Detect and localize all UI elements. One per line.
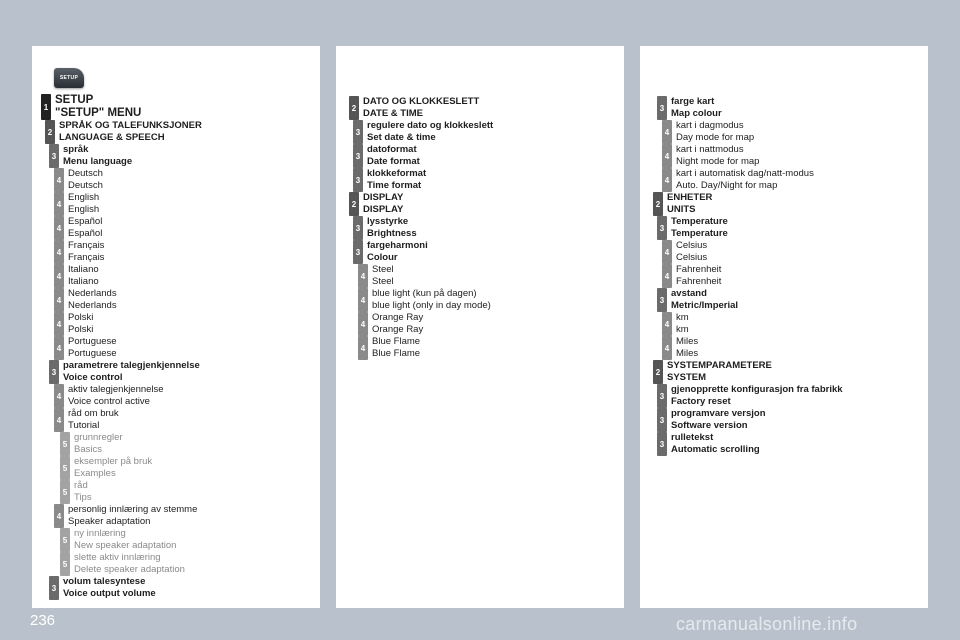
menu-entry-text <box>667 360 772 384</box>
level-4-badge: 4 <box>54 336 64 360</box>
level-4-badge: 4 <box>54 504 64 528</box>
menu-entry-text <box>68 336 117 360</box>
menu-entry-secondary-label: Auto. Day/Night for map <box>676 180 778 191</box>
menu-entry-text <box>671 384 843 408</box>
menu-entry-secondary-label: Basics <box>74 444 102 455</box>
menu-entry-secondary-label: Night mode for map <box>676 156 760 167</box>
level-4-badge: 4 <box>54 192 64 216</box>
menu-entry-primary-label: grunnregler <box>74 432 123 443</box>
menu-entry-text <box>372 336 420 360</box>
menu-entry-level-4 <box>640 240 928 264</box>
level-4-badge: 4 <box>54 288 64 312</box>
menu-entry-level-4 <box>640 336 928 360</box>
menu-entry-level-5 <box>32 552 320 576</box>
menu-entry-primary-label: avstand <box>671 288 707 299</box>
level-3-badge: 3 <box>657 432 667 456</box>
menu-entry-secondary-label: Map colour <box>671 108 722 119</box>
level-4-badge: 4 <box>662 312 672 336</box>
menu-entry-text <box>68 312 93 336</box>
level-4-badge: 4 <box>662 144 672 168</box>
menu-entry-primary-label: lysstyrke <box>367 216 409 227</box>
menu-entry-secondary-label: Day mode for map <box>676 132 755 143</box>
menu-entry-secondary-label: Automatic scrolling <box>671 444 760 455</box>
menu-entry-secondary-label: UNITS <box>667 204 696 215</box>
level-3-badge: 3 <box>353 216 363 240</box>
level-4-badge: 4 <box>662 168 672 192</box>
level-2-badge: 2 <box>653 360 663 384</box>
level-3-badge: 3 <box>353 120 363 144</box>
menu-entry-primary-label: Fahrenheit <box>676 264 722 275</box>
menu-entry-text <box>68 216 102 240</box>
menu-entry-text <box>59 120 202 144</box>
menu-entry-primary-label: Celsius <box>676 240 708 251</box>
menu-entry-text <box>68 384 164 408</box>
menu-entry-primary-label: farge kart <box>671 96 715 107</box>
menu-entry-primary-label: Steel <box>372 264 394 275</box>
menu-entry-text <box>63 576 156 600</box>
menu-entry-secondary-label: Delete speaker adaptation <box>74 564 185 575</box>
level-4-badge: 4 <box>662 336 672 360</box>
menu-entry-primary-label: kart i nattmodus <box>676 144 744 155</box>
menu-entry-secondary-label: Factory reset <box>671 396 731 407</box>
menu-entry-text <box>55 94 141 120</box>
menu-entry-secondary-label: LANGUAGE & SPEECH <box>59 132 165 143</box>
menu-entry-level-5 <box>32 528 320 552</box>
menu-entry-primary-label: SETUP <box>55 94 94 106</box>
menu-entry-primary-label: Miles <box>676 336 699 347</box>
menu-entry-level-3 <box>640 216 928 240</box>
menu-entry-primary-label: Español <box>68 216 103 227</box>
level-3-badge: 3 <box>657 96 667 120</box>
menu-entry-level-4 <box>640 120 928 144</box>
menu-entry-level-3 <box>32 576 320 600</box>
level-1-badge: 1 <box>41 94 51 120</box>
menu-entry-primary-label: personlig innlæring av stemme <box>68 504 198 515</box>
menu-entry-level-2 <box>640 360 928 384</box>
menu-entry-text <box>372 264 394 288</box>
menu-entry-level-4 <box>32 384 320 408</box>
menu-entry-secondary-label: English <box>68 204 100 215</box>
setup-button-icon <box>54 68 84 88</box>
level-4-badge: 4 <box>358 312 368 336</box>
menu-entry-secondary-label: Voice control <box>63 372 123 383</box>
menu-entry-secondary-label: Nederlands <box>68 300 117 311</box>
menu-entry-secondary-label: Orange Ray <box>372 324 424 335</box>
level-3-badge: 3 <box>49 576 59 600</box>
menu-entry-level-4 <box>32 168 320 192</box>
menu-entry-secondary-label: Tutorial <box>68 420 100 431</box>
level-5-badge: 5 <box>60 432 70 456</box>
menu-entry-secondary-label: Blue Flame <box>372 348 421 359</box>
menu-entry-primary-label: Temperature <box>671 216 728 227</box>
menu-entry-level-3 <box>336 144 624 168</box>
menu-entry-level-4 <box>32 192 320 216</box>
menu-entry-text <box>68 504 197 528</box>
menu-entry-level-4 <box>640 144 928 168</box>
menu-entry-text <box>363 192 403 216</box>
menu-entry-primary-label: språk <box>63 144 89 155</box>
menu-entry-text <box>363 96 479 120</box>
level-3-badge: 3 <box>657 408 667 432</box>
watermark: carmanualsonline.info <box>676 614 858 634</box>
menu-entry-primary-label: råd <box>74 480 88 491</box>
menu-entry-text <box>676 264 721 288</box>
menu-entry-secondary-label: Miles <box>676 348 699 359</box>
menu-entry-level-3 <box>336 168 624 192</box>
level-4-badge: 4 <box>662 240 672 264</box>
menu-entry-level-5 <box>32 432 320 456</box>
right-menu-panel <box>640 46 928 608</box>
menu-entry-level-4 <box>336 312 624 336</box>
menu-entry-text <box>74 552 185 576</box>
menu-entry-level-3 <box>336 120 624 144</box>
page-number: 236 <box>30 612 56 629</box>
menu-entry-level-5 <box>32 456 320 480</box>
menu-entry-level-4 <box>32 312 320 336</box>
level-3-badge: 3 <box>657 288 667 312</box>
level-3-badge: 3 <box>657 216 667 240</box>
menu-entry-secondary-label: Italiano <box>68 276 99 287</box>
menu-entry-level-4 <box>32 240 320 264</box>
menu-entry-secondary-label: "SETUP" MENU <box>55 107 142 119</box>
menu-entry-text <box>676 144 759 168</box>
menu-entry-secondary-label: Menu language <box>63 156 133 167</box>
menu-entry-text <box>367 120 493 144</box>
menu-entry-primary-label: Polski <box>68 312 94 323</box>
menu-entry-text <box>68 240 104 264</box>
menu-entry-secondary-label: Deutsch <box>68 180 103 191</box>
menu-entry-secondary-label: Brightness <box>367 228 417 239</box>
menu-entry-secondary-label: Software version <box>671 420 748 431</box>
menu-entry-text <box>372 312 423 336</box>
menu-entry-secondary-label: Voice control active <box>68 396 150 407</box>
menu-entry-text <box>676 312 689 336</box>
menu-entry-level-4 <box>336 264 624 288</box>
menu-entry-primary-label: SPRÅK OG TALEFUNKSJONER <box>59 120 202 131</box>
menu-entry-level-4 <box>640 312 928 336</box>
menu-entry-text <box>372 288 491 312</box>
menu-entry-secondary-label: Polski <box>68 324 94 335</box>
menu-entry-text <box>367 216 417 240</box>
menu-entry-secondary-label: Fahrenheit <box>676 276 722 287</box>
menu-entry-level-4 <box>32 288 320 312</box>
menu-entry-level-3 <box>640 288 928 312</box>
menu-entry-secondary-label: Español <box>68 228 103 239</box>
level-3-badge: 3 <box>353 240 363 264</box>
menu-entry-text <box>367 240 428 264</box>
menu-entry-level-4 <box>640 264 928 288</box>
level-4-badge: 4 <box>54 384 64 408</box>
menu-entry-text <box>68 168 103 192</box>
menu-entry-text <box>367 168 426 192</box>
menu-entry-level-4 <box>336 288 624 312</box>
menu-entry-level-3 <box>32 144 320 168</box>
menu-entry-secondary-label: Metric/Imperial <box>671 300 739 311</box>
menu-entry-primary-label: rulletekst <box>671 432 714 443</box>
menu-entry-level-4 <box>32 504 320 528</box>
menu-entry-level-2 <box>336 96 624 120</box>
level-3-badge: 3 <box>49 144 59 168</box>
menu-entry-text <box>74 432 123 456</box>
menu-entry-level-3 <box>640 432 928 456</box>
menu-entry-primary-label: aktiv talegjenkjennelse <box>68 384 164 395</box>
level-4-badge: 4 <box>358 264 368 288</box>
menu-entry-level-4 <box>640 168 928 192</box>
menu-entry-primary-label: Français <box>68 240 105 251</box>
menu-entry-primary-label: kart i automatisk dag/natt-modus <box>676 168 814 179</box>
menu-entry-secondary-label: DATE & TIME <box>363 108 423 119</box>
menu-entry-text <box>671 288 738 312</box>
menu-entry-text <box>74 456 152 480</box>
menu-entry-primary-label: English <box>68 192 100 203</box>
menu-entry-primary-label: eksempler på bruk <box>74 456 153 467</box>
level-4-badge: 4 <box>54 168 64 192</box>
menu-entry-secondary-label: Portuguese <box>68 348 117 359</box>
level-4-badge: 4 <box>358 336 368 360</box>
menu-entry-primary-label: volum talesyntese <box>63 576 146 587</box>
menu-entry-primary-label: km <box>676 312 689 323</box>
level-4-badge: 4 <box>662 264 672 288</box>
menu-entry-level-3 <box>32 360 320 384</box>
menu-entry-level-2 <box>640 192 928 216</box>
menu-entry-level-3 <box>336 216 624 240</box>
left-menu-panel <box>32 46 320 608</box>
menu-entry-primary-label: DISPLAY <box>363 192 404 203</box>
menu-entry-level-2 <box>336 192 624 216</box>
menu-entry-text <box>68 192 99 216</box>
menu-entry-primary-label: parametrere talegjenkjennelse <box>63 360 200 371</box>
menu-entry-text <box>74 480 92 504</box>
menu-entry-primary-label: Blue Flame <box>372 336 421 347</box>
menu-entry-level-3 <box>640 384 928 408</box>
menu-entry-secondary-label: SYSTEM <box>667 372 707 383</box>
menu-entry-primary-label: kart i dagmodus <box>676 120 744 131</box>
menu-entry-primary-label: klokkeformat <box>367 168 427 179</box>
level-4-badge: 4 <box>54 408 64 432</box>
menu-entry-text <box>68 264 99 288</box>
menu-entry-text <box>676 168 814 192</box>
level-3-badge: 3 <box>49 360 59 384</box>
menu-entry-secondary-label: Set date & time <box>367 132 436 143</box>
menu-entry-text <box>671 408 766 432</box>
menu-entry-secondary-label: Time format <box>367 180 422 191</box>
menu-entry-secondary-label: Steel <box>372 276 394 287</box>
menu-entry-level-4 <box>32 216 320 240</box>
menu-entry-primary-label: programvare versjon <box>671 408 766 419</box>
menu-entry-text <box>63 360 200 384</box>
menu-entry-text <box>671 216 728 240</box>
level-4-badge: 4 <box>358 288 368 312</box>
menu-entry-level-4 <box>32 408 320 432</box>
level-5-badge: 5 <box>60 480 70 504</box>
menu-entry-secondary-label: km <box>676 324 689 335</box>
menu-entry-secondary-label: Voice output volume <box>63 588 156 599</box>
menu-entry-level-4 <box>32 264 320 288</box>
menu-entry-primary-label: ny innlæring <box>74 528 126 539</box>
menu-entry-secondary-label: Tips <box>74 492 92 503</box>
menu-entry-text <box>63 144 132 168</box>
menu-entry-primary-label: fargeharmoni <box>367 240 428 251</box>
menu-entry-level-4 <box>336 336 624 360</box>
level-5-badge: 5 <box>60 456 70 480</box>
menu-entry-primary-label: slette aktiv innlæring <box>74 552 161 563</box>
menu-entry-primary-label: gjenopprette konfigurasjon fra fabrikk <box>671 384 843 395</box>
menu-entry-secondary-label: Examples <box>74 468 116 479</box>
menu-entry-secondary-label: Date format <box>367 156 420 167</box>
level-4-badge: 4 <box>54 264 64 288</box>
menu-entry-primary-label: Deutsch <box>68 168 103 179</box>
level-3-badge: 3 <box>353 144 363 168</box>
menu-entry-text <box>676 336 698 360</box>
menu-entry-secondary-label: blue light (only in day mode) <box>372 300 491 311</box>
menu-entry-text <box>676 120 754 144</box>
level-2-badge: 2 <box>349 192 359 216</box>
menu-entry-secondary-label: Celsius <box>676 252 708 263</box>
menu-entry-text <box>68 408 119 432</box>
menu-entry-text <box>367 144 420 168</box>
setup-button-label: SETUP <box>59 75 79 81</box>
menu-entry-level-5 <box>32 480 320 504</box>
menu-entry-level-4 <box>32 336 320 360</box>
level-4-badge: 4 <box>54 216 64 240</box>
menu-entry-primary-label: SYSTEMPARAMETERE <box>667 360 772 371</box>
level-4-badge: 4 <box>662 120 672 144</box>
menu-entry-level-1 <box>32 94 320 120</box>
menu-entry-primary-label: ENHETER <box>667 192 713 203</box>
level-2-badge: 2 <box>349 96 359 120</box>
level-5-badge: 5 <box>60 528 70 552</box>
menu-entry-text <box>68 288 117 312</box>
menu-entry-level-3 <box>640 96 928 120</box>
menu-entry-text <box>671 96 722 120</box>
menu-entry-level-3 <box>640 408 928 432</box>
menu-entry-primary-label: Italiano <box>68 264 99 275</box>
menu-entry-secondary-label: Speaker adaptation <box>68 516 151 527</box>
menu-entry-secondary-label: Colour <box>367 252 398 263</box>
menu-entry-primary-label: DATO OG KLOKKESLETT <box>363 96 480 107</box>
menu-entry-text <box>667 192 712 216</box>
middle-menu-panel <box>336 46 624 608</box>
menu-entry-level-2 <box>32 120 320 144</box>
level-2-badge: 2 <box>653 192 663 216</box>
level-2-badge: 2 <box>45 120 55 144</box>
menu-entry-level-3 <box>336 240 624 264</box>
menu-entry-secondary-label: DISPLAY <box>363 204 404 215</box>
menu-entry-primary-label: råd om bruk <box>68 408 119 419</box>
level-3-badge: 3 <box>657 384 667 408</box>
menu-entry-primary-label: regulere dato og klokkeslett <box>367 120 494 131</box>
level-4-badge: 4 <box>54 240 64 264</box>
menu-entry-text <box>74 528 176 552</box>
menu-entry-primary-label: datoformat <box>367 144 417 155</box>
menu-entry-secondary-label: New speaker adaptation <box>74 540 177 551</box>
level-5-badge: 5 <box>60 552 70 576</box>
menu-entry-secondary-label: Temperature <box>671 228 728 239</box>
menu-entry-text <box>676 240 707 264</box>
menu-entry-primary-label: Nederlands <box>68 288 117 299</box>
menu-entry-primary-label: blue light (kun på dagen) <box>372 288 477 299</box>
menu-entry-text <box>671 432 760 456</box>
level-3-badge: 3 <box>353 168 363 192</box>
menu-entry-primary-label: Portuguese <box>68 336 117 347</box>
menu-entry-primary-label: Orange Ray <box>372 312 424 323</box>
level-4-badge: 4 <box>54 312 64 336</box>
menu-entry-secondary-label: Français <box>68 252 105 263</box>
